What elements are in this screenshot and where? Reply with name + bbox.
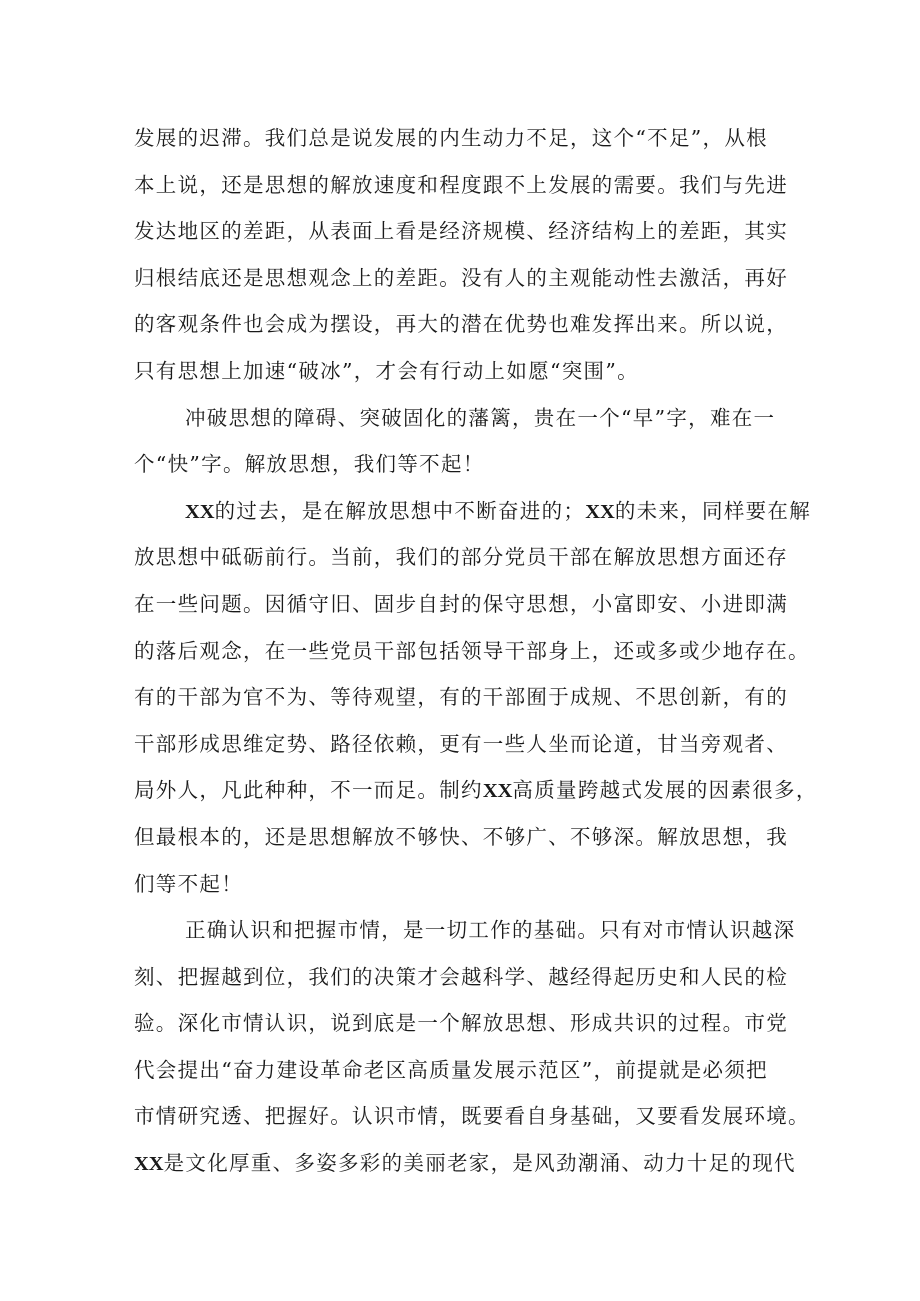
text-line: 但最根本的，还是思想解放不够快、不够广、不够深。解放思想，我 [134, 824, 788, 849]
text-line: 个“快”字。解放思想，我们等不起！ [134, 452, 485, 477]
text-line: 本上说，还是思想的解放速度和程度跟不上发展的需要。我们与先进 [134, 172, 788, 197]
text-line: 刻、把握越到位，我们的决策才会越科学、越经得起历史和人民的检 [134, 964, 788, 989]
text-line: 只有思想上加速“破冰”，才会有行动上如愿“突围”。 [134, 358, 639, 383]
text-segment: 是文化厚重、多姿多彩的美丽老家，是风劲潮涌、动力十足的现代 [163, 1151, 796, 1176]
text-line [134, 488, 814, 535]
placeholder-name: XX [185, 500, 215, 523]
text-line: 正确认识和把握市情，是一切工作的基础。只有对市情认识越深 [185, 918, 796, 943]
text-segment: 的未来，同样要在解 [614, 498, 812, 523]
text-segment: 的过去，是在解放思想中不断奋进的； [214, 498, 586, 523]
text-line: 的客观条件也会成为摆设，再大的潜在优势也难发挥出来。所以说， [134, 312, 788, 337]
text-line: 验。深化市情认识，说到底是一个解放思想、形成共识的过程。市党 [134, 1011, 788, 1036]
text-line: 干部形成思维定势、路径依赖，更有一些人坐而论道，甘当旁观者、 [134, 731, 788, 756]
placeholder-name: XX [585, 500, 615, 523]
text-line: 的落后观念，在一些党员干部包括领导干部身上，还或多或少地存在。 [134, 638, 810, 663]
placeholder-name: XX [482, 780, 513, 803]
text-segment: 高质量跨越式发展的因素很多， [512, 778, 818, 803]
text-segment: 局外人，凡此种种，不一而足。制约 [134, 778, 483, 803]
text-line: 归根结底还是思想观念上的差距。没有人的主观能动性去激活，再好 [134, 265, 788, 290]
text-line: 冲破思想的障碍、突破固化的藩篱，贵在一个“早”字，难在一 [185, 405, 776, 430]
document-body [134, 115, 818, 1187]
text-line: 们等不起！ [134, 871, 243, 896]
text-line: 发达地区的差距，从表面上看是经济规模、经济结构上的差距，其实 [134, 219, 788, 244]
text-line: 在一些问题。因循守旧、固步自封的保守思想，小富即安、小进即满 [134, 591, 788, 616]
text-line: 有的干部为官不为、等待观望，有的干部囿于成规、不思创新，有的 [134, 685, 788, 710]
placeholder-name: XX [134, 1153, 164, 1176]
text-line [134, 1140, 814, 1187]
text-line [134, 767, 818, 814]
text-line: 发展的迟滞。我们总是说发展的内生动力不足，这个“不足”，从根 [134, 126, 768, 150]
text-line: 放思想中砥砺前行。当前，我们的部分党员干部在解放思想方面还存 [134, 545, 788, 570]
text-line: 市情研究透、把握好。认识市情，既要看自身基础，又要看发展环境。 [134, 1104, 810, 1129]
text-line: 代会提出“奋力建设革命老区高质量发展示范区”，前提就是必须把 [134, 1057, 768, 1082]
